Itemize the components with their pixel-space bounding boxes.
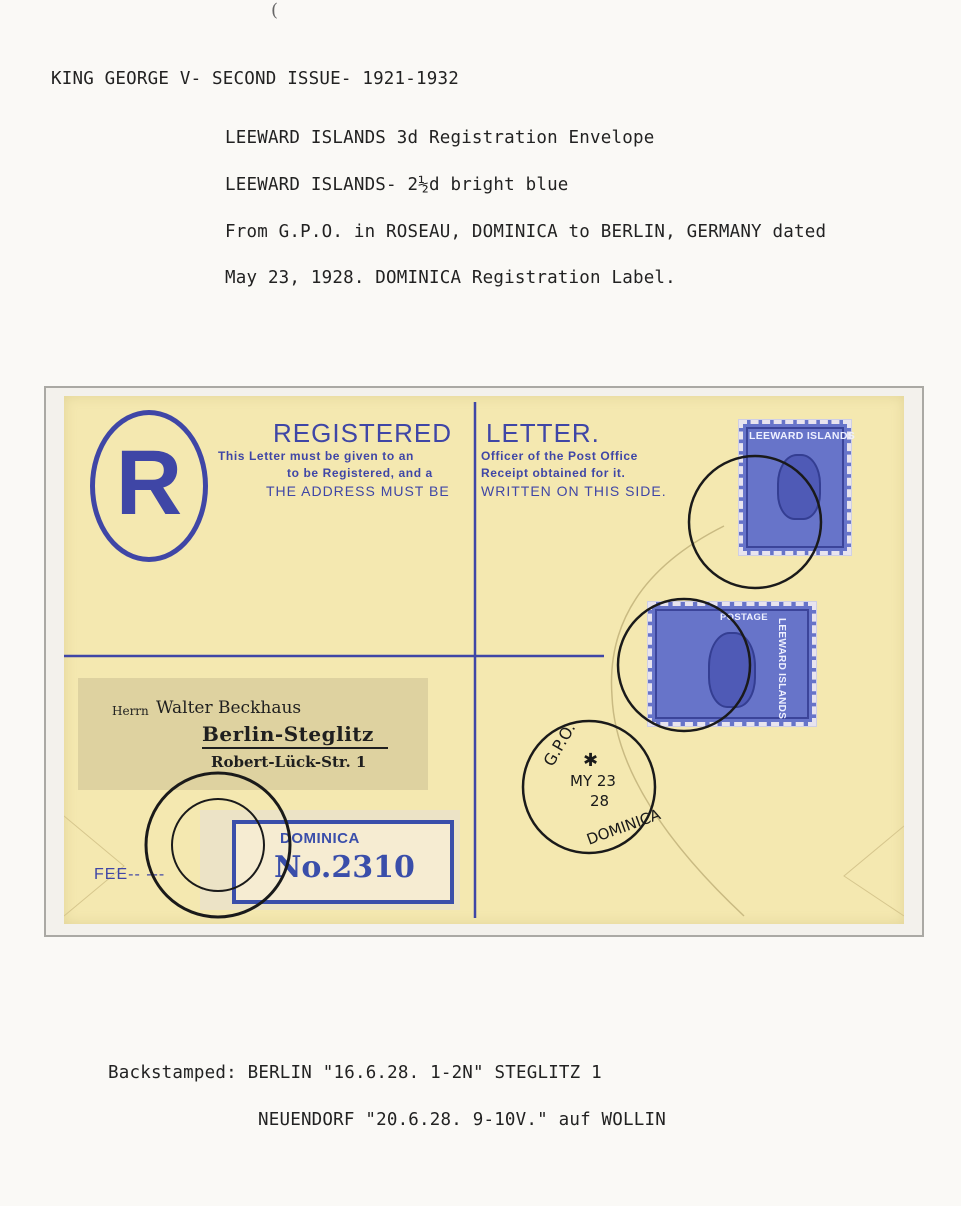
address-underline	[202, 747, 388, 749]
instruction-right-2: Receipt obtained for it.	[481, 466, 626, 480]
king-george-portrait-icon	[777, 454, 821, 520]
stamp-postage-text: POSTAGE	[720, 612, 768, 623]
postmark-place: DOMINICA	[584, 805, 663, 849]
backstamp-berlin: BERLIN "16.6.28. 1-2N" STEGLITZ 1	[247, 1063, 602, 1083]
stamp-upper-top-text: LEEWARD ISLANDS	[749, 430, 856, 442]
instruction-right-3: WRITTEN ON THIS SIDE.	[481, 483, 667, 499]
address-city: Berlin-Steglitz	[202, 722, 374, 746]
address-name: Walter Beckhaus	[156, 698, 302, 718]
instruction-left-1: This Letter must be given to an	[218, 449, 414, 463]
stamp-leeward-islands-upper	[739, 420, 856, 555]
description-line-3: From G.P.O. in ROSEAU, DOMINICA to BERLIN, GERMANY dated	[225, 222, 827, 242]
instruction-right-1: Officer of the Post Office	[481, 449, 638, 463]
fee-label: FEE-- ---	[94, 866, 166, 883]
address-street: Robert-Lück-Str. 1	[211, 753, 367, 771]
description-line-2: LEEWARD ISLANDS- 2½d bright blue	[225, 175, 569, 195]
registered-title: REGISTERED	[273, 418, 453, 448]
postmark-date: MY 23	[570, 772, 616, 790]
address-label	[78, 678, 428, 790]
registration-number: No.2310	[274, 850, 415, 885]
stamp-leeward-islands-registration	[648, 602, 816, 726]
description-line-1: LEEWARD ISLANDS 3d Registration Envelope	[225, 128, 655, 148]
backstamp-line-1	[108, 1063, 602, 1083]
fee-text: FEE	[94, 866, 129, 883]
registered-r-logo	[90, 410, 208, 562]
backstamp-line-2: NEUENDORF "20.6.28. 9-10V." auf WOLLIN	[258, 1110, 666, 1130]
registration-country: DOMINICA	[280, 830, 360, 847]
address-salutation: Herrn	[112, 704, 149, 718]
r-letter: R	[115, 432, 183, 534]
stamp-side-text: LEEWARD ISLANDS	[776, 618, 787, 720]
postmark-star-icon: ✱	[583, 750, 599, 771]
letter-title: LETTER.	[486, 418, 600, 448]
page-heading: KING GEORGE V- SECOND ISSUE- 1921-1932	[51, 69, 459, 89]
postmark-office: G.P.O.	[539, 719, 580, 770]
instruction-left-2: to be Registered, and a	[287, 466, 433, 480]
backstamp-label: Backstamped:	[108, 1063, 237, 1083]
postmark-year: 28	[590, 792, 610, 810]
instruction-left-3: THE ADDRESS MUST BE	[266, 483, 450, 499]
registration-label	[200, 810, 460, 910]
king-george-portrait-icon	[708, 632, 756, 708]
pencil-mark: (	[271, 0, 279, 21]
description-line-4: May 23, 1928. DOMINICA Registration Label.	[225, 268, 676, 288]
